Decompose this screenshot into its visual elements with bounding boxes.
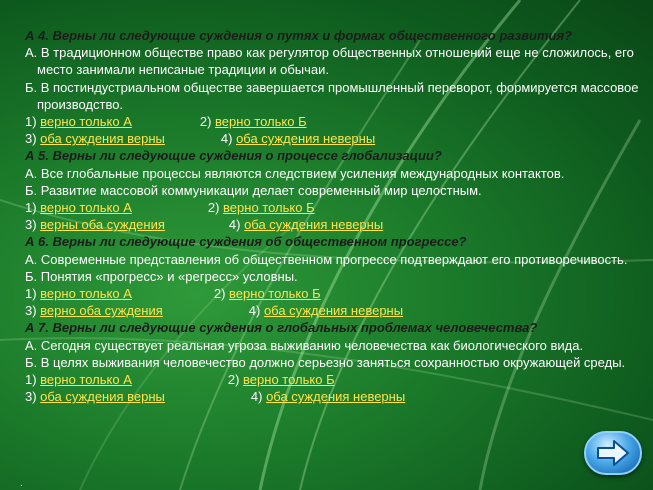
- answer-row: [25, 199, 645, 216]
- answer-row: [25, 371, 645, 388]
- answer-option-2[interactable]: верно только Б: [229, 286, 321, 302]
- answer-option-3[interactable]: верно оба суждения: [40, 303, 163, 319]
- answer-number: 4): [250, 389, 267, 405]
- answer-number: 4): [220, 131, 237, 147]
- answer-row: [25, 388, 645, 405]
- footer-dot: .: [20, 478, 23, 489]
- question-title: А 7. Верны ли следующие суждения о глобальных проблемах человечества?: [25, 320, 538, 336]
- answer-option-4[interactable]: оба суждения неверны: [244, 217, 384, 233]
- answer-option-1[interactable]: верно только А: [40, 372, 132, 388]
- answer-number: 2): [227, 372, 244, 388]
- answer-option-2[interactable]: верно только Б: [223, 200, 315, 216]
- statement-a: А. Сегодня существует реальная угроза выживанию человечества как биологического вида.: [25, 337, 584, 353]
- answer-number: 1): [25, 114, 41, 130]
- statement-b: Б. Развитие массовой коммуникации делает современный мир целостным.: [25, 182, 482, 198]
- answer-option-4[interactable]: оба суждения неверны: [266, 389, 406, 405]
- answer-number: 2): [207, 200, 224, 216]
- statement-b: Б. Понятия «прогресс» и «регресс» условны.: [25, 268, 298, 284]
- answer-number: 1): [25, 286, 41, 302]
- answer-row: [25, 130, 645, 147]
- answer-option-1[interactable]: верно только А: [40, 200, 132, 216]
- answer-option-2[interactable]: верно только Б: [243, 372, 335, 388]
- answer-number: 3): [25, 303, 41, 319]
- question-title: А 5. Верны ли следующие суждения о процессе глобализации?: [25, 148, 442, 164]
- statement-a: А. Современные представления об общественном прогрессе подтверждают его противоречивость.: [25, 251, 628, 267]
- answer-row: [25, 285, 645, 302]
- answer-number: 2): [213, 286, 230, 302]
- answer-number: 1): [25, 200, 41, 216]
- answer-row: [25, 113, 645, 130]
- answer-option-3[interactable]: верны оба суждения: [40, 217, 165, 233]
- answer-option-1[interactable]: верно только А: [40, 114, 132, 130]
- answer-option-3[interactable]: оба суждения верны: [40, 389, 165, 405]
- answer-option-2[interactable]: верно только Б: [215, 114, 307, 130]
- statement-a: А. Все глобальные процессы являются следствием усиления международных контактов.: [25, 165, 565, 181]
- test-content: [25, 27, 645, 405]
- answer-number: 3): [25, 217, 41, 233]
- answer-number: 3): [25, 389, 41, 405]
- answer-option-4[interactable]: оба суждения неверны: [236, 131, 376, 147]
- answer-option-4[interactable]: оба суждения неверны: [263, 303, 404, 319]
- answer-row: [25, 216, 645, 233]
- statement-b: Б. В целях выживания человечество должно серьезно заняться сохранностью окружающей среды.: [25, 354, 626, 370]
- answer-row: [25, 302, 645, 319]
- question-title: А 6. Верны ли следующие суждения об общественном прогрессе?: [25, 234, 467, 250]
- answer-number: 4): [228, 217, 245, 233]
- answer-number: 2): [199, 114, 216, 130]
- answer-option-3[interactable]: оба суждения верны: [40, 131, 165, 147]
- arrow-right-icon: [596, 439, 630, 467]
- answer-number: 3): [25, 131, 41, 147]
- answer-option-1[interactable]: верно только А: [40, 286, 132, 302]
- next-slide-button[interactable]: [584, 431, 642, 475]
- answer-number: 4): [248, 303, 264, 319]
- statement-a: А. В традиционном обществе право как регулятор общественных отношений еще не сложилось, его место занимали неписаные традиции и обычаи.: [25, 45, 634, 78]
- question-title: А 4. Верны ли следующие суждения о путях и формах общественного развития?: [25, 28, 573, 43]
- statement-b: Б. В постиндустриальном обществе завершается промышленный переворот, формируется массовое производство.: [25, 79, 639, 112]
- answer-number: 1): [25, 372, 41, 388]
